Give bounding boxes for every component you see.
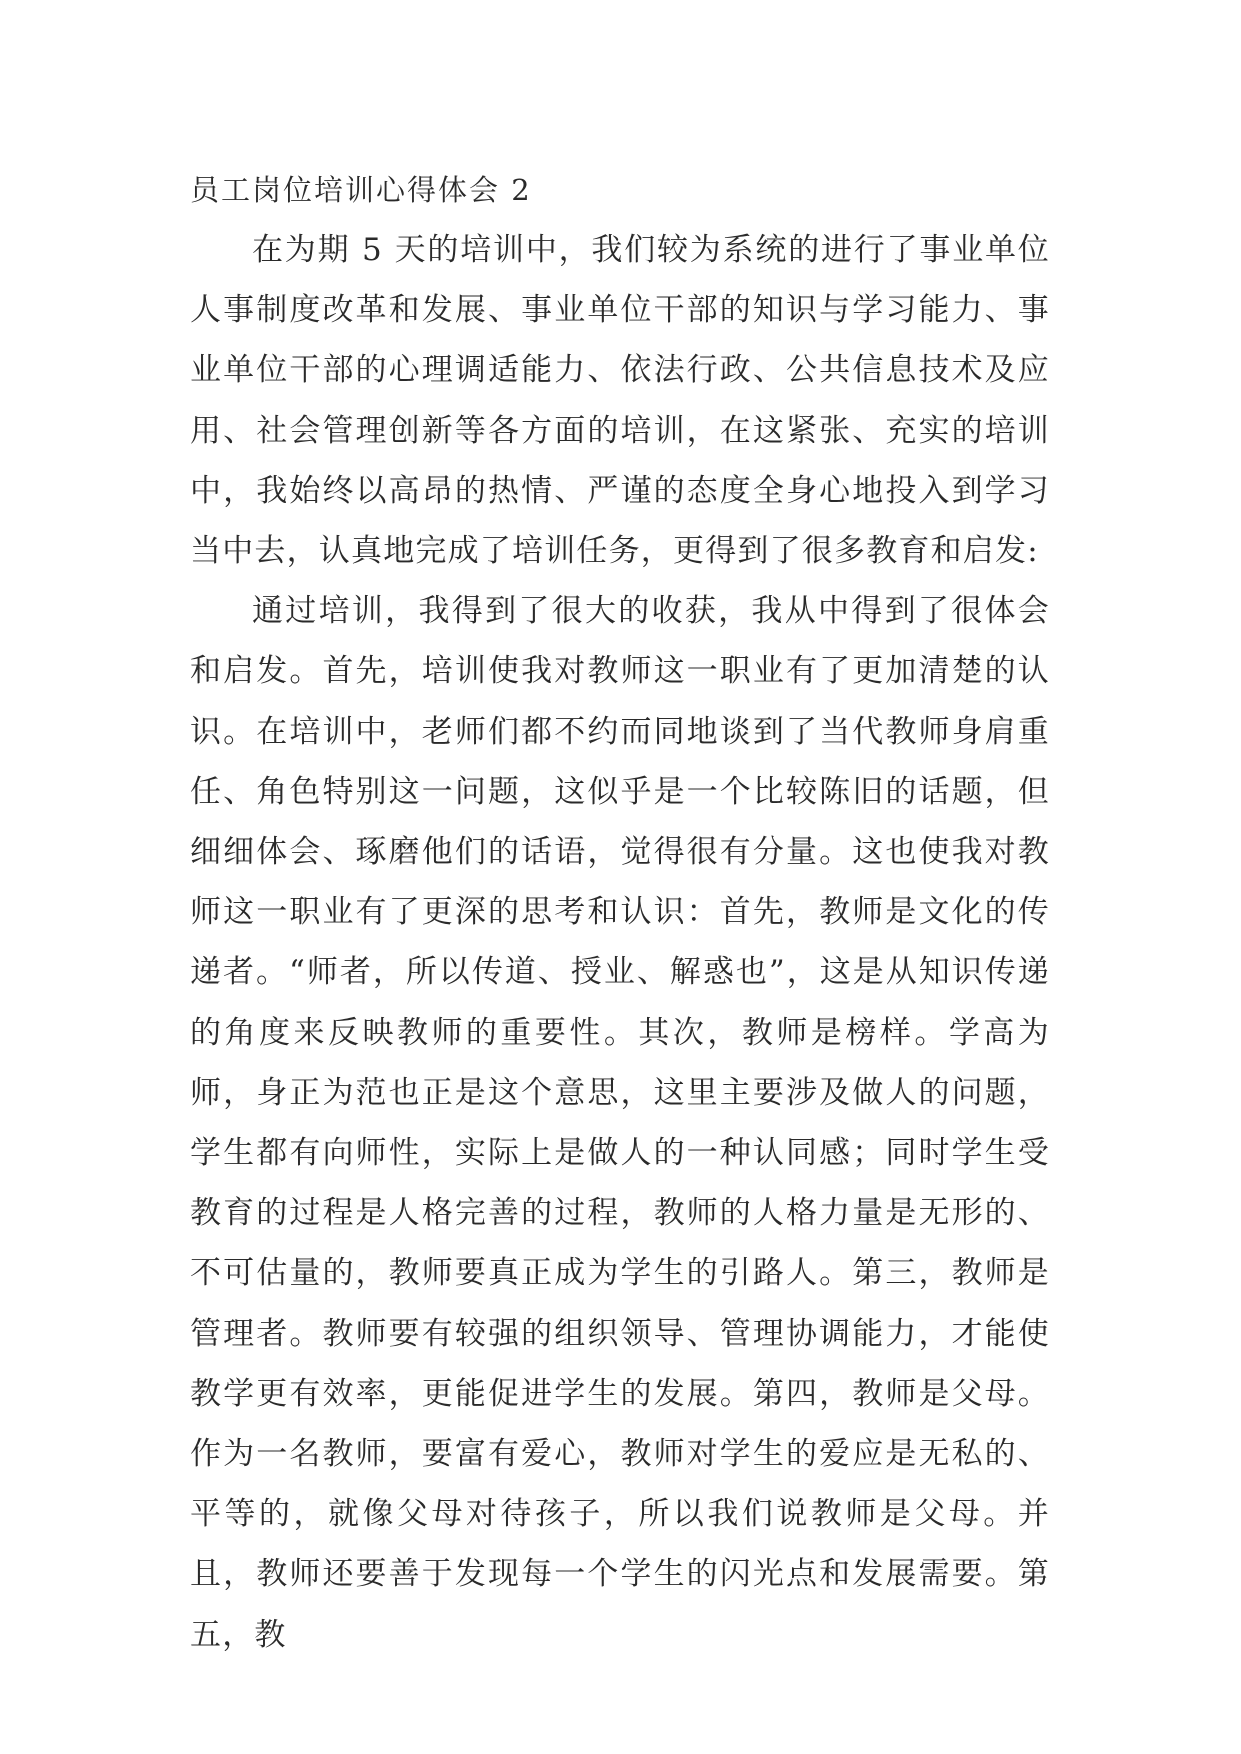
document-body xyxy=(190,160,1050,1665)
document-title: 员工岗位培训心得体会 2 xyxy=(190,173,532,207)
paragraph-2: 通过培训，我得到了很大的收获，我从中得到了很体会和启发。首先，培训使我对教师这一职业有了更加清楚的认识。在培训中，老师们都不约而同地谈到了当代教师身肩重任、角色特别这一问题，这似乎是一个比较陈旧的话题，但细细体会、琢磨他们的话语，觉得很有分量。这也使我对教师这一职业有了更深的思考和认识：首先，教师是文化的传递者。“师者，所以传道、授业、解惑也”，这是从知识传递的角度来反映教师的重要性。其次，教师是榜样。学高为师，身正为范也正是这个意思，这里主要涉及做人的问题，学生都有向师性，实际上是做人的一种认同感；同时学生受教育的过程是人格完善的过程，教师的人格力量是无形的、不可估量的，教师要真正成为学生的引路人。第三，教师是管理者。教师要有较强的组织领导、管理协调能力，才能使教学更有效率，更能促进学生的发展。第四，教师是父母。作为一名教师，要富有爱心，教师对学生的爱应是无私的、平等的，就像父母对待孩子，所以我们说教师是父母。并且，教师还要善于发现每一个学生的闪光点和发展需要。第五，教 xyxy=(190,593,1050,1653)
paragraph-1: 在为期 5 天的培训中，我们较为系统的进行了事业单位人事制度改革和发展、事业单位干部的知识与学习能力、事业单位干部的心理调适能力、依法行政、公共信息技术及应用、社会管理创新等各方面的培训，在这紧张、充实的培训中，我始终以高昂的热情、严谨的态度全身心地投入到学习当中去，认真地完成了培训任务，更得到了很多教育和启发: xyxy=(190,232,1050,570)
